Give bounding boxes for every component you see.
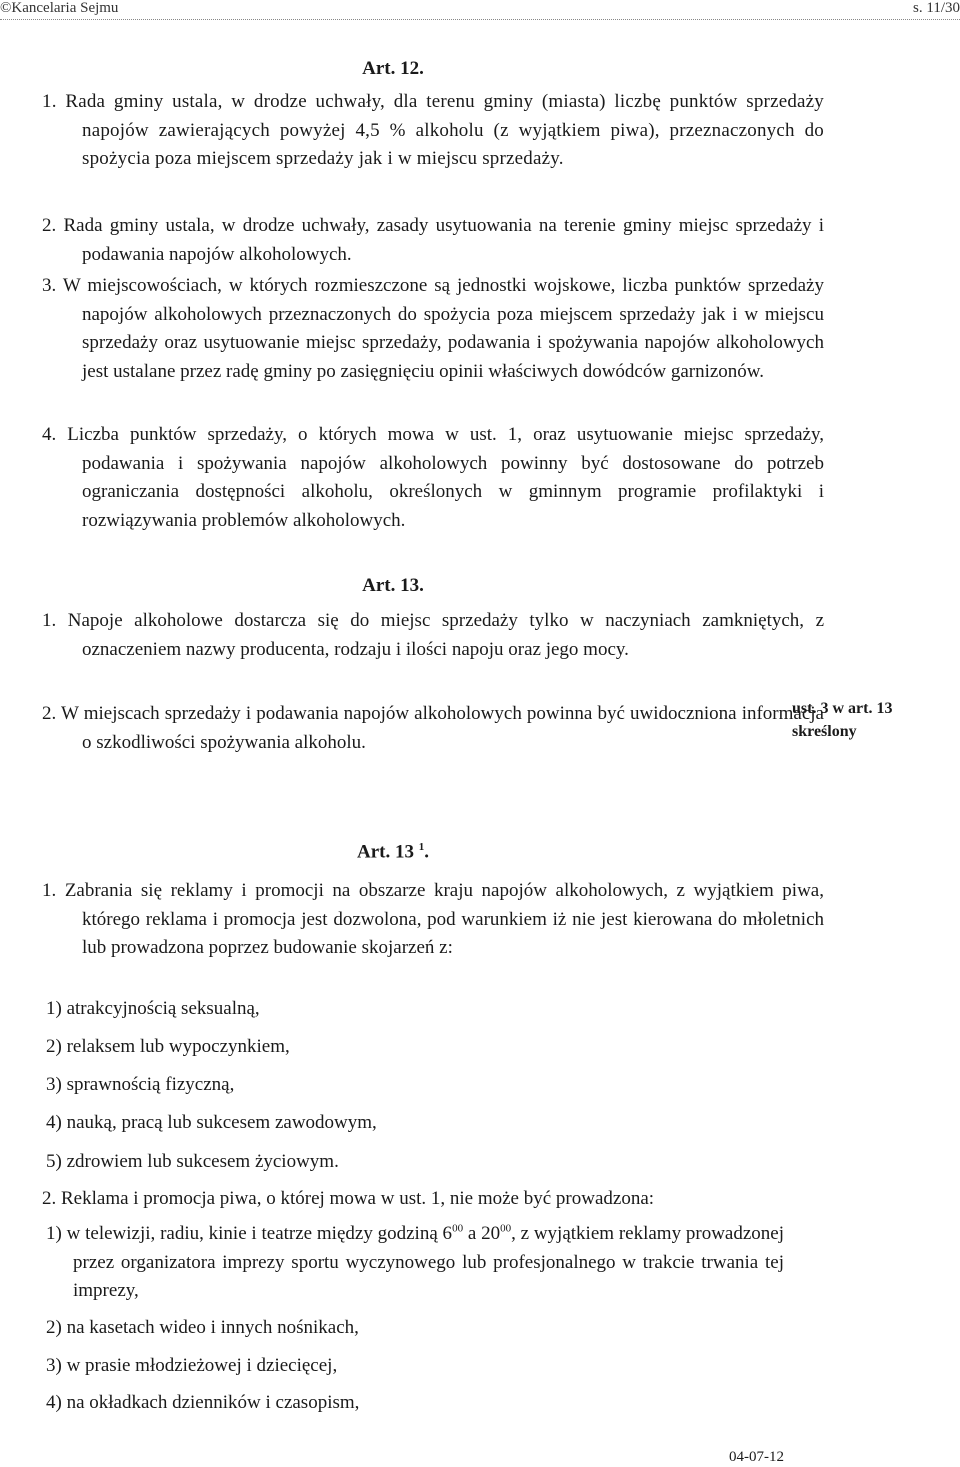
- article-13-1-title-text: Art. 13: [357, 841, 414, 863]
- article-13-title: Art. 13.: [362, 575, 424, 596]
- list-item: 2) na kasetach wideo i innych nośnikach,: [46, 1317, 359, 1338]
- article-13-1-title-sup: 1: [418, 841, 425, 853]
- art13-1-paragraph-1: 1. Zabrania się reklamy i promocji na obszarze kraju napojów alkoholowych, z wyjątkiem piwa, którego reklama i promocja jest dozwolona, pod warunkiem iż nie jest kierowana do młoletnich lub prowadzona poprzez budowanie skojarzeń z:: [42, 880, 824, 958]
- list-item: 1) atrakcyjnością seksualną,: [46, 998, 260, 1019]
- margin-note: ust. 3 w art. 13 skreślony: [792, 700, 893, 740]
- list-item: 3) sprawnością fizyczną,: [46, 1074, 235, 1095]
- art12-paragraph-3: 3. W miejscowościach, w których rozmieszczone są jednostki wojskowe, liczba punktów sprzedaży napojów alkoholowych przeznaczonych do spożycia poza miejscem sprzedaży jak i w miejscu sprzedaży oraz usytuowanie miejsc sprzedaży, podawania i spożywania napojów alkoholowych jest ustalane przez radę gminy po zasięgnięciu opinii właściwych dowódców garnizonów.: [42, 275, 824, 382]
- list-text-c: , z wyjątkiem reklamy prowadzonej przez organizatora imprezy sportu wyczynowego lub profesjonalnego w trakcie trwania tej imprezy,: [73, 1223, 784, 1301]
- list-item: 4) nauką, pracą lub sukcesem zawodowym,: [46, 1112, 377, 1133]
- art12-paragraph-1: 1. Rada gminy ustala, w drodze uchwały, dla terenu gminy (miasta) liczbę punktów sprzedaży napojów zawierających powyżej 4,5 % alkoholu (z wyjątkiem piwa), przeznaczonych do spożycia poza miejscem sprzedaży jak i w miejscu sprzedaży.: [42, 91, 824, 169]
- list-item: [46, 1220, 784, 1306]
- list-item: 2) relaksem lub wypoczynkiem,: [46, 1036, 290, 1057]
- list-item: 5) zdrowiem lub sukcesem życiowym.: [46, 1151, 339, 1172]
- list-sup-1: 00: [452, 1222, 464, 1235]
- header-divider: [0, 19, 960, 20]
- page-number: s. 11/30: [913, 0, 960, 16]
- article-13-1-title: [0, 841, 786, 863]
- footer-date: 04-07-12: [729, 1449, 784, 1465]
- source-label: ©Kancelaria Sejmu: [0, 0, 119, 16]
- art13-paragraph-1: 1. Napoje alkoholowe dostarcza się do miejsc sprzedaży tylko w naczyniach zamkniętych, z oznaczeniem nazwy producenta, rodzaju i ilości napoju oraz jego mocy.: [42, 610, 824, 660]
- art13-paragraph-2: 2. W miejscach sprzedaży i podawania napojów alkoholowych powinna być uwidoczniona informacja o szkodliwości spożywania alkoholu.: [42, 703, 824, 753]
- list-text-a: 1) w telewizji, radiu, kinie i teatrze między godziną 6: [46, 1223, 453, 1244]
- art12-paragraph-4: 4. Liczba punktów sprzedaży, o których mowa w ust. 1, oraz usytuowanie miejsc sprzedaży, podawania i spożywania napojów alkoholowych powinny być dostosowane do potrzeb ograniczania dostępności alkoholu, określonych w gminnym programie profilaktyki i rozwiązywania problemów alkoholowych.: [42, 424, 824, 531]
- art12-paragraph-2: 2. Rada gminy ustala, w drodze uchwały, zasady usytuowania na terenie gminy miejsc sprzedaży i podawania napojów alkoholowych.: [42, 215, 824, 265]
- art13-1-paragraph-2: 2. Reklama i promocja piwa, o której mowa w ust. 1, nie może być prowadzona:: [42, 1188, 655, 1209]
- article-13-1-title-end: .: [424, 841, 429, 863]
- article-12-title: Art. 12.: [362, 58, 424, 79]
- list-sup-2: 00: [500, 1222, 512, 1235]
- list-item: 4) na okładkach dzienników i czasopism,: [46, 1392, 360, 1413]
- list-text-b: a 20: [463, 1223, 501, 1244]
- list-item: 3) w prasie młodzieżowej i dziecięcej,: [46, 1355, 338, 1376]
